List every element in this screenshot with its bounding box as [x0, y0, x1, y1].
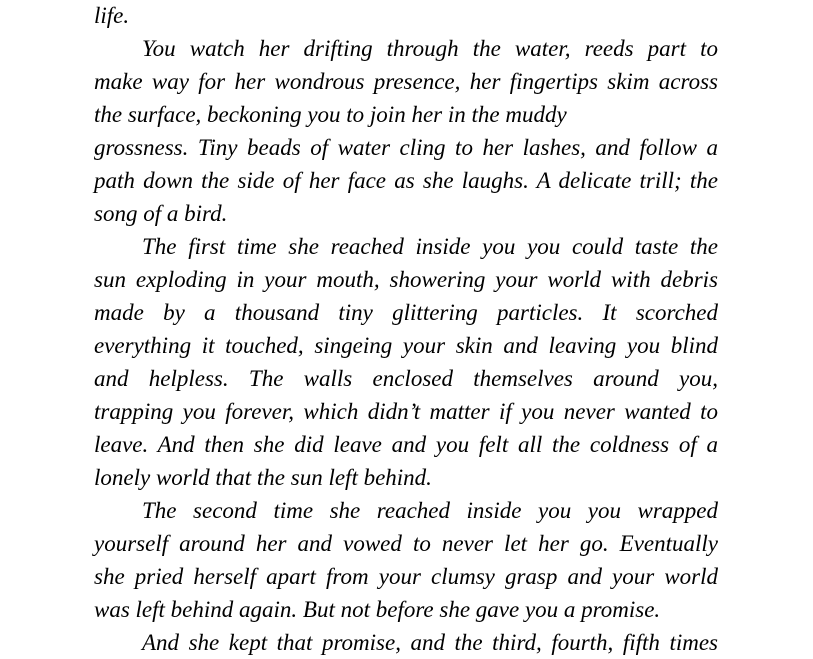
text-line: everything it touched, singeing your skin and leaving you blind [94, 333, 718, 358]
text-line: grossness. Tiny beads of water cling to her lashes, and follow a [94, 135, 718, 160]
paragraph-first-line: The second time she reached inside you you wrapped [142, 498, 718, 523]
text-line: leave. And then she did leave and you felt all the coldness of a [94, 432, 718, 457]
text-line: made by a thousand tiny glittering particles. It scorched [94, 300, 718, 325]
text-line: make way for her wondrous presence, her fingertips skim across [94, 69, 718, 94]
paragraph-first-line: The first time she reached inside you you could taste the [142, 234, 718, 259]
text-line: song of a bird. [94, 201, 228, 226]
text-line: path down the side of her face as she laughs. A delicate trill; the [94, 168, 718, 193]
text-line: lonely world that the sun left behind. [94, 465, 432, 490]
text-line: yourself around her and vowed to never let her go. Eventually [94, 531, 718, 556]
text-line: the surface, beckoning you to join her in the muddy [94, 102, 567, 127]
text-line: life. [94, 3, 130, 28]
text-line: and helpless. The walls enclosed themselves around you, [94, 366, 718, 391]
text-line: sun exploding in your mouth, showering your world with debris [94, 267, 718, 292]
paragraph-first-line: You watch her drifting through the water, reeds part to [142, 36, 718, 61]
paragraph-first-line: And she kept that promise, and the third, fourth, fifth times [142, 630, 718, 655]
text-line: she pried herself apart from your clumsy grasp and your world [94, 564, 718, 589]
text-line: was left behind again. But not before she gave you a promise. [94, 597, 661, 622]
text-line: trapping you forever, which didn’t matter if you never wanted to [94, 399, 718, 424]
